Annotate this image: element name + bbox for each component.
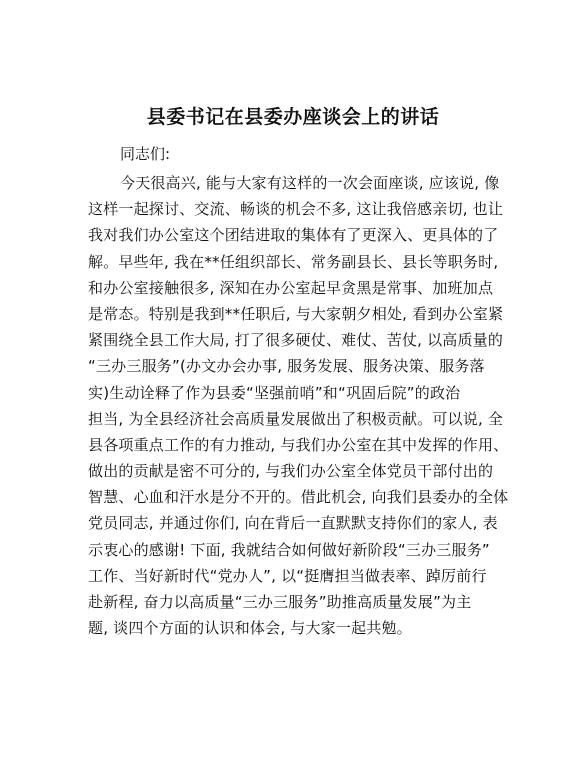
body-line: 赴新程, 奋力以高质量“三办三服务”助推高质量发展”为主	[88, 593, 472, 611]
body-line: 我对我们办公室这个团结进取的集体有了更深入、更具体的了	[88, 226, 499, 245]
body-line: 智慧、心血和汗水是分不开的。借此机会, 向我们县委办的全体	[88, 488, 508, 507]
salutation: 同志们:	[120, 145, 171, 163]
body-line: 示衷心的感谢! 下面, 我就结合如何做好新阶段“三办三服务”	[88, 540, 490, 559]
body-line: 做出的贡献是密不可分的, 与我们办公室全体党员干部付出的	[88, 462, 494, 481]
body-line: 今天很高兴, 能与大家有这样的一次会面座谈, 应该说, 像	[120, 174, 500, 192]
body-line: 紧围绕全县工作大局, 打了很多硬仗、难仗、苦仗, 以高质量的	[88, 331, 504, 350]
body-line: 实)生动诠释了作为县委“坚强前哨”和“巩固后院”的政治	[88, 383, 461, 402]
body-line: “三办三服务”(办文办会办事, 服务发展、服务决策、服务落	[88, 357, 485, 376]
body-line: 这样一起探讨、交流、畅谈的机会不多, 这让我倍感亲切, 也让	[88, 200, 504, 219]
body-line: 解。早些年, 我在**任组织部长、常务副县长、县长等职务时,	[88, 252, 499, 271]
speech-body	[88, 170, 508, 641]
body-line: 党员同志, 并通过你们, 向在背后一直默默支持你们的家人, 表	[88, 514, 498, 533]
body-line: 担当, 为全县经济社会高质量发展做出了积极贡献。可以说, 全	[88, 409, 504, 428]
document-title: 县委书记在县委办座谈会上的讲话	[146, 106, 440, 128]
body-line: 题, 谈四个方面的认识和体会, 与大家一起共勉。	[88, 619, 412, 638]
body-line: 是常态。特别是我到**任职后, 与大家朝夕相处, 看到办公室紧	[88, 304, 504, 323]
body-line: 和办公室接触很多, 深知在办公室起早贪黑是常事、加班加点	[88, 278, 494, 297]
body-line: 县各项重点工作的有力推动, 与我们办公室在其中发挥的作用、	[88, 435, 508, 454]
body-line: 工作、当好新时代“党办人”, 以“挺膺担当做表率、踔厉前行	[88, 566, 487, 585]
